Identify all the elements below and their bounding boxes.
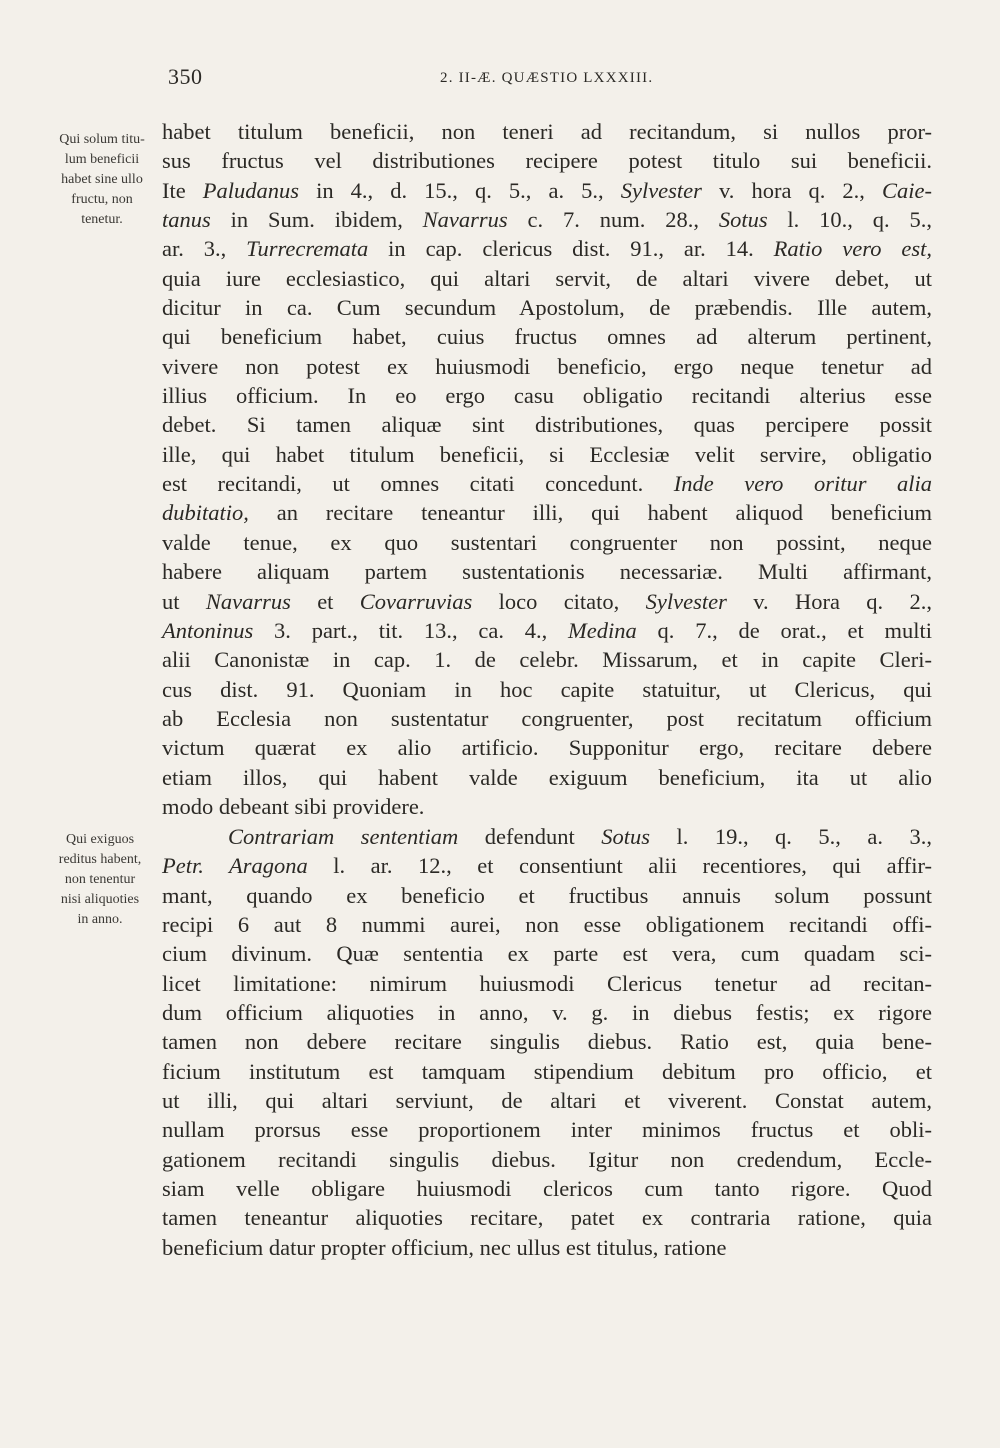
margin-note-line: lum beneficii	[64, 152, 140, 167]
text-line: nullam prorsus esse proportionem inter minimos fructus et obli-	[162, 1117, 932, 1143]
text-line: debet. Si tamen aliquæ sint distributiones, quas percipere possit	[162, 412, 932, 438]
text-line: Contrariam sententiam defendunt Sotus l. 19., q. 5., a. 3.,	[228, 824, 932, 849]
text-line: victum quærat ex alio artificio. Supponitur ergo, recitare debere	[162, 735, 932, 761]
text-line: ar. 3., Turrecremata in cap. clericus dist. 91., ar. 14. Ratio vero est,	[162, 236, 932, 262]
text-line: ut Navarrus et Covarruvias loco citato, Sylvester v. Hora q. 2.,	[162, 588, 932, 614]
text-line: habere aliquam partem sustentationis necessariæ. Multi affirmant,	[162, 559, 932, 585]
text-line: alii Canonistæ in cap. 1. de celebr. Missarum, et in capite Cleri-	[162, 647, 932, 673]
text-line: tanus in Sum. ibidem, Navarrus c. 7. num. 28., Sotus l. 10., q. 5.,	[162, 207, 932, 233]
text-line: cus dist. 91. Quoniam in hoc capite statuitur, ut Clericus, qui	[162, 676, 932, 702]
text-line: ille, qui habet titulum beneficii, si Ecclesiæ velit servire, obligatio	[162, 441, 932, 467]
text-line: valde tenue, ex quo sustentari congruenter non possint, neque	[162, 529, 932, 555]
text-line: cium divinum. Quæ sententia ex parte est vera, cum quadam sci-	[162, 941, 932, 967]
margin-note	[52, 130, 152, 230]
margin-note-line: Qui exiguos	[65, 832, 135, 847]
running-head: 2. II-Æ. QUÆSTIO LXXXIII.	[440, 70, 654, 86]
text-line: est recitandi, ut omnes citati concedunt. Inde vero oritur alia	[162, 471, 932, 497]
text-line: dum officium aliquoties in anno, v. g. in diebus festis; ex rigore	[162, 1000, 932, 1026]
text-line: etiam illos, qui habent valde exiguum beneficium, ita ut alio	[162, 764, 932, 790]
text-line: Ite Paludanus in 4., d. 15., q. 5., a. 5., Sylvester v. hora q. 2., Caie-	[162, 177, 932, 203]
margin-note-line: tenetur.	[81, 212, 123, 227]
margin-note-line: fructu, non	[71, 192, 133, 207]
text-line: gationem recitandi singulis diebus. Igitur non credendum, Eccle-	[162, 1146, 932, 1172]
text-line: tamen teneantur aliquoties recitare, patet ex contraria ratione, quia	[162, 1205, 932, 1231]
body-paragraph	[162, 822, 932, 1262]
text-line: licet limitatione: nimirum huiusmodi Clericus tenetur ad recitan-	[162, 970, 932, 996]
margin-note	[50, 830, 150, 930]
text-line: ab Ecclesia non sustentatur congruenter, post recitatum officium	[162, 705, 932, 731]
margin-note-line: nisi aliquoties	[60, 892, 140, 907]
text-line: vivere non potest ex huiusmodi beneficio, ergo neque tenetur ad	[162, 353, 932, 379]
margin-note-line: reditus habent,	[58, 852, 142, 867]
text-line: siam velle obligare huiusmodi clericos cum tanto rigore. Quod	[162, 1176, 932, 1202]
text-line: beneficium datur propter officium, nec ullus est titulus, ratione	[162, 1234, 727, 1260]
margin-note-line: non tenentur	[64, 872, 136, 887]
text-line: Petr. Aragona l. ar. 12., et consentiunt alii recentiores, qui affir-	[162, 853, 932, 879]
margin-note-line: habet sine ullo	[61, 172, 143, 187]
text-line: illius officium. In eo ergo casu obligatio recitandi alterius esse	[162, 383, 932, 409]
text-line: dubitatio, an recitare teneantur illi, qui habent aliquod beneficium	[162, 500, 932, 526]
body-paragraph	[162, 117, 932, 821]
text-line: tamen non debere recitare singulis diebus. Ratio est, quia bene-	[162, 1029, 932, 1055]
text-line: sus fructus vel distributiones recipere potest titulo sui beneficii.	[162, 148, 932, 174]
text-line: ficium institutum est tamquam stipendium debitum pro officio, et	[162, 1058, 932, 1084]
text-line: recipi 6 aut 8 nummi aurei, non esse obligationem recitandi offi-	[162, 912, 932, 938]
text-line: qui beneficium habet, cuius fructus omnes ad alterum pertinent,	[162, 324, 932, 350]
text-line: Antoninus 3. part., tit. 13., ca. 4., Medina q. 7., de orat., et multi	[162, 617, 932, 643]
page-number: 350	[168, 64, 203, 89]
text-line: dicitur in ca. Cum secundum Apostolum, de præbendis. Ille autem,	[162, 295, 932, 321]
margin-note-line: Qui solum titu-	[59, 132, 145, 147]
text-line: ut illi, qui altari serviunt, de altari et viverent. Constat autem,	[162, 1088, 932, 1114]
text-line: habet titulum beneficii, non teneri ad recitandum, si nullos pror-	[162, 119, 932, 144]
margin-note-line: in anno.	[77, 912, 123, 927]
text-line: modo debeant sibi providere.	[162, 793, 425, 819]
text-line: quia iure ecclesiastico, qui altari servit, de altari vivere debet, ut	[162, 265, 932, 291]
text-line: mant, quando ex beneficio et fructibus annuis solum possunt	[162, 882, 932, 908]
